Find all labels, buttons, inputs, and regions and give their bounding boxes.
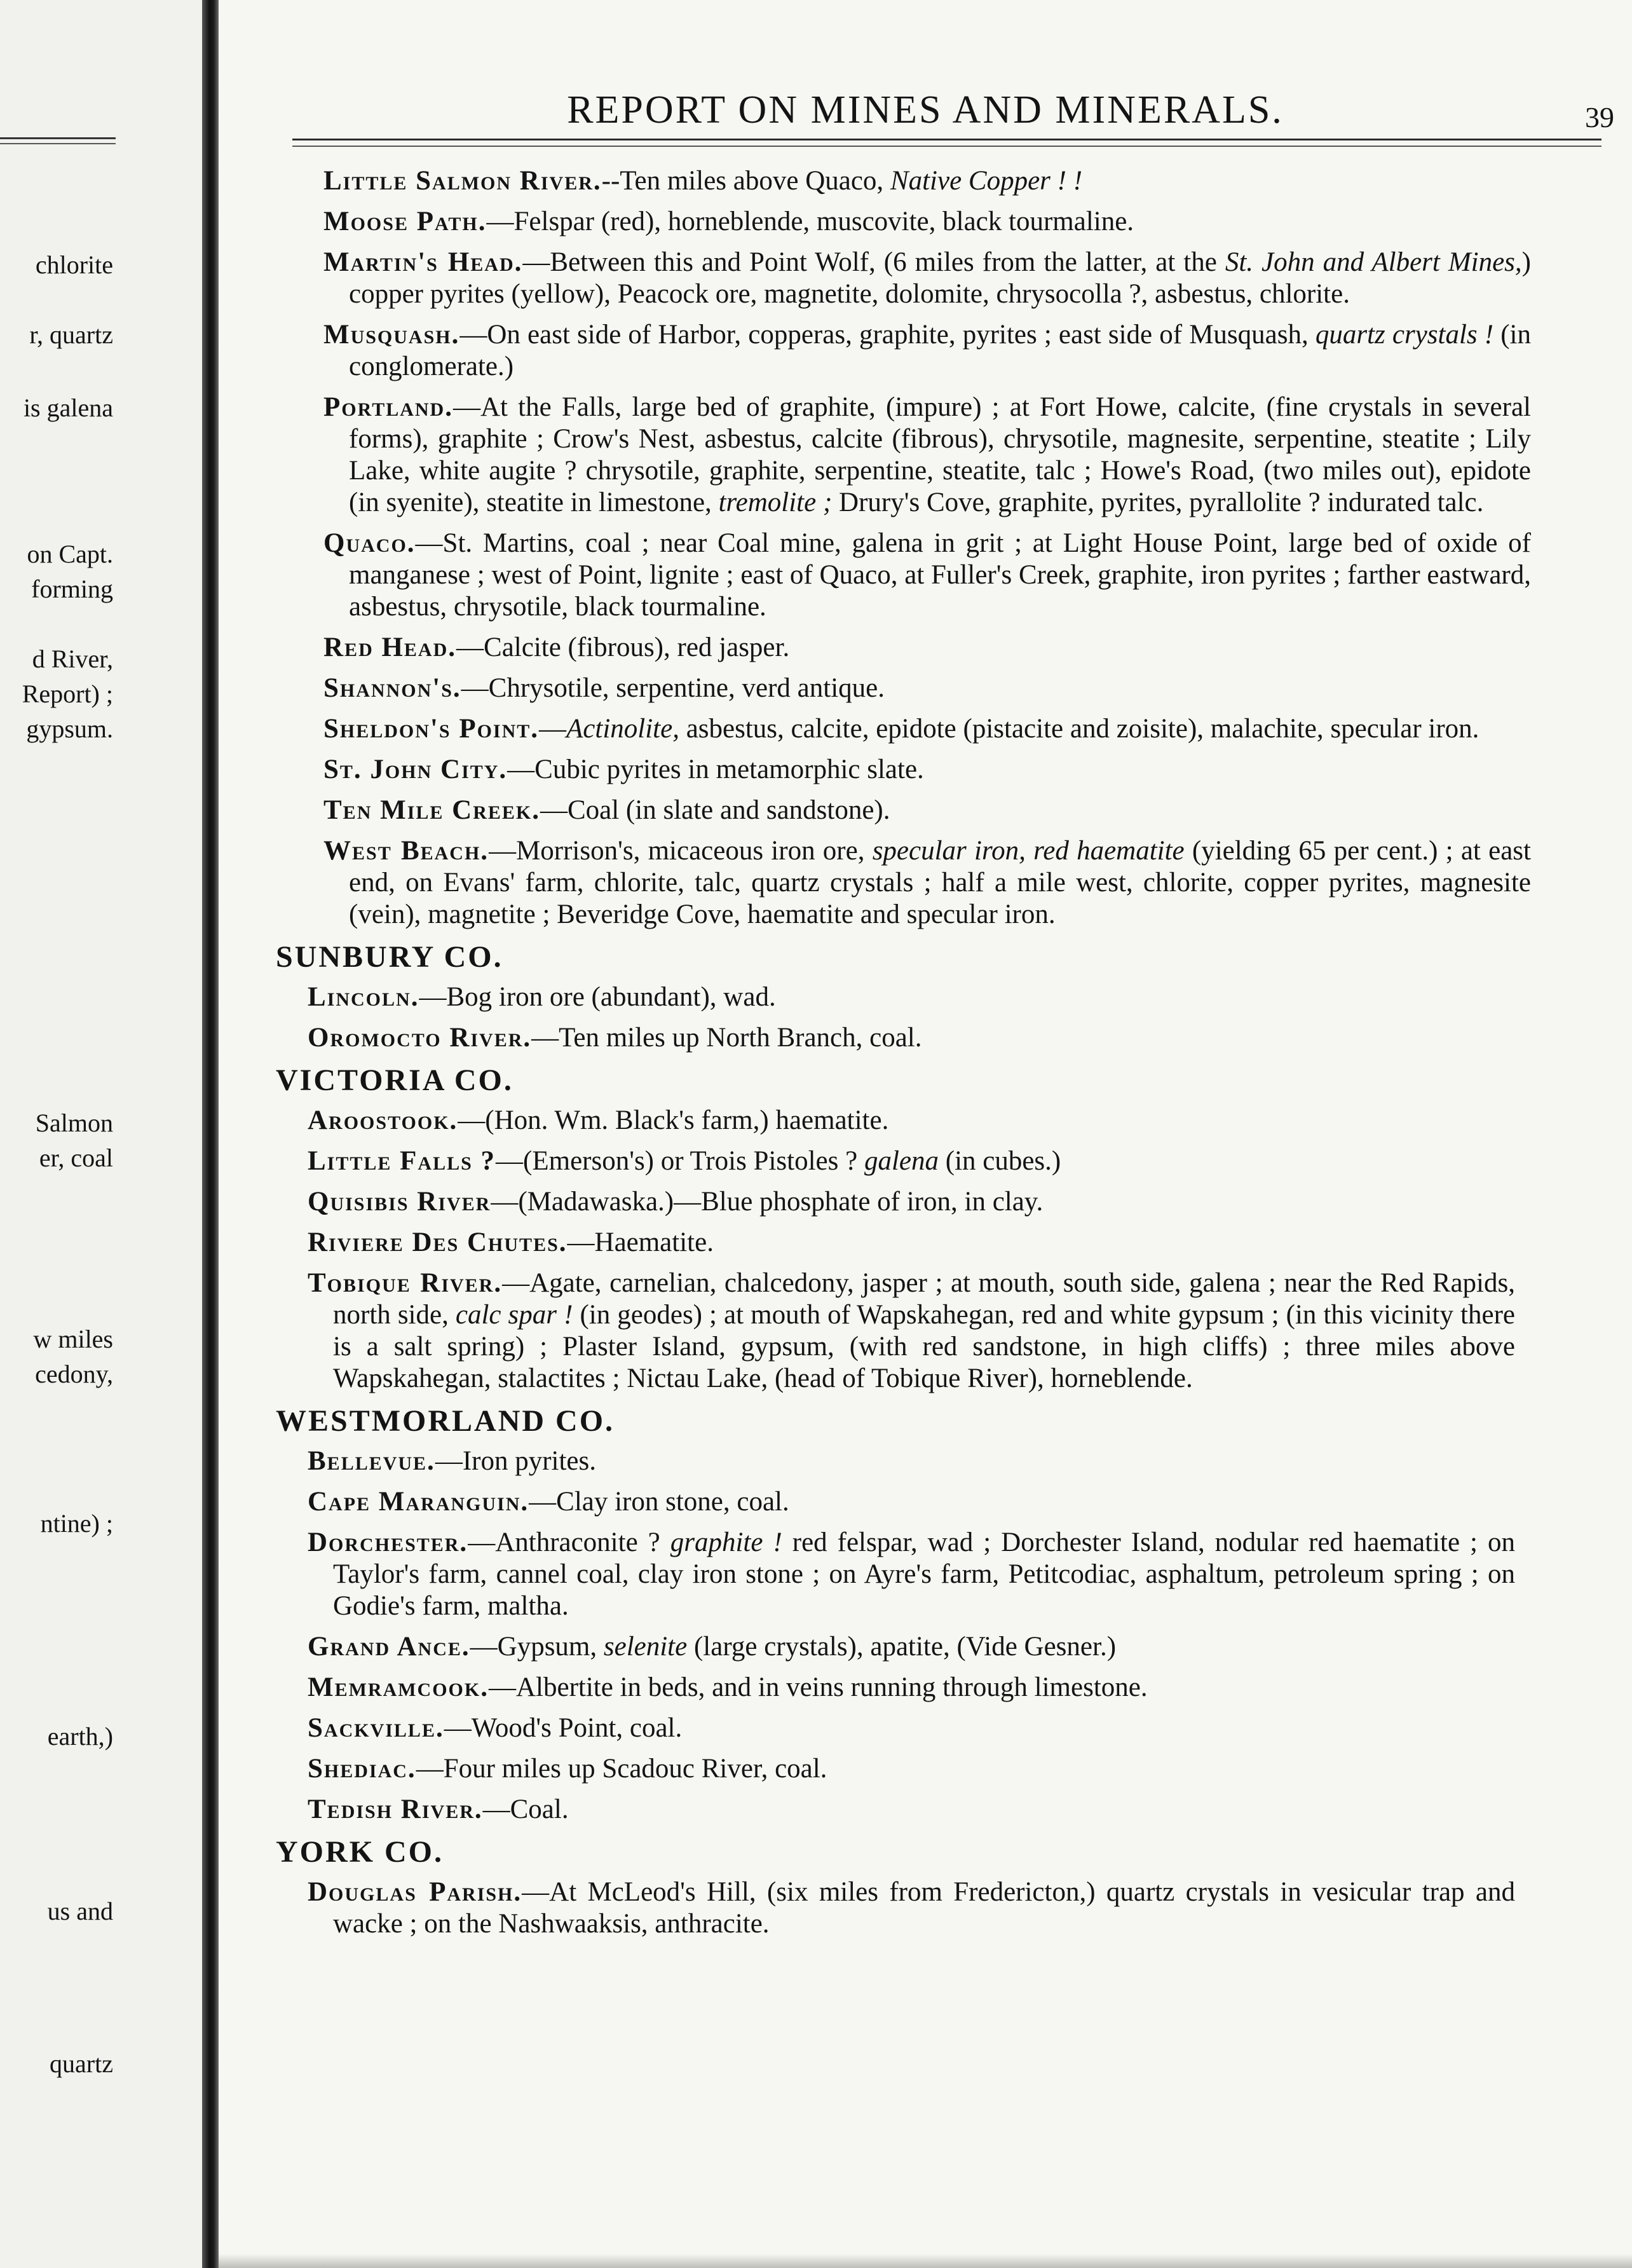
mineral-description-continued: (yielding 65 per cent.) ; at east end, on Evans' farm, chlorite, talc, quartz crystals ; half a mile west, chlorite, copper pyrites, magnesite (vein), magnetite ; Beveridge Cove, haematite and specular iron. xyxy=(349,836,1531,929)
mineral-entry xyxy=(308,1794,1515,1826)
italic-mineral: quartz crystals ! xyxy=(1315,320,1494,350)
mineral-description: —Agate, carnelian, chalcedony, jasper ; at mouth, south side, galena ; near the Red Rapids, north side, xyxy=(333,1268,1515,1330)
locality-name: Dorchester. xyxy=(308,1527,468,1557)
italic-mineral: tremolite ; xyxy=(718,488,833,517)
locality-name: Musquash. xyxy=(323,320,460,350)
county-heading: SUNBURY CO. xyxy=(276,940,503,974)
locality-name: Quaco. xyxy=(323,528,416,558)
left-page-line: Salmon xyxy=(35,1109,113,1137)
locality-name: Red Head. xyxy=(323,632,457,662)
mineral-entry xyxy=(308,1022,1515,1054)
mineral-entry xyxy=(323,673,1531,704)
county-heading: WESTMORLAND CO. xyxy=(276,1404,615,1438)
locality-name: Douglas Parish. xyxy=(308,1877,522,1907)
left-page-line: quartz xyxy=(50,2049,113,2078)
mineral-description: —Ten miles up North Branch, coal. xyxy=(531,1023,922,1053)
locality-name: Grand Ance. xyxy=(308,1632,470,1662)
left-page-rule xyxy=(0,137,116,144)
mineral-description: —Gypsum, xyxy=(470,1632,604,1662)
italic-mineral: St. John and Albert Mines, xyxy=(1225,247,1522,277)
mineral-description: —Calcite (fibrous), red jasper. xyxy=(456,632,790,662)
locality-name: Aroostook. xyxy=(308,1105,458,1135)
locality-name: Little Falls ? xyxy=(308,1146,496,1176)
mineral-entry xyxy=(308,1876,1515,1940)
left-page-line: r, quartz xyxy=(29,320,113,349)
locality-name: Lincoln. xyxy=(308,982,419,1012)
mineral-entry xyxy=(323,165,1531,197)
main-page xyxy=(219,0,1632,2268)
mineral-entry xyxy=(323,528,1531,623)
mineral-description-continued: (in geodes) ; at mouth of Wapskahegan, red and white gypsum ; (in this vicinity there is a salt spring) ; Plaster Island, gypsum, (with red sandstone, in high cliffs) ; three miles above Wapskahegan, stalactites ; Nictau Lake, (head of Tobique River), horneblende. xyxy=(333,1300,1515,1393)
locality-name: Sheldon's Point. xyxy=(323,714,540,744)
locality-name: Memramcook. xyxy=(308,1672,489,1702)
locality-name: Little Salmon River. xyxy=(323,166,602,196)
mineral-entry xyxy=(323,754,1531,786)
italic-mineral: Native Copper ! ! xyxy=(890,166,1083,196)
left-page-line: gypsum. xyxy=(26,714,113,743)
mineral-description: —(Hon. Wm. Black's farm,) haematite. xyxy=(458,1105,889,1135)
mineral-entry xyxy=(323,392,1531,519)
left-page-line: d River, xyxy=(32,645,113,673)
locality-name: Ten Mile Creek. xyxy=(323,795,540,825)
mineral-description: —Anthraconite ? xyxy=(468,1527,670,1557)
mineral-description: —On east side of Harbor, copperas, graphite, pyrites ; east side of Musquash, xyxy=(459,320,1316,350)
locality-name: Oromocto River. xyxy=(308,1023,532,1053)
mineral-description: —Clay iron stone, coal. xyxy=(529,1487,789,1517)
mineral-entry xyxy=(308,1267,1515,1395)
book-gutter xyxy=(202,0,219,2268)
mineral-entry xyxy=(323,795,1531,826)
locality-name: West Beach. xyxy=(323,836,489,866)
mineral-entry xyxy=(323,247,1531,310)
mineral-description: —Morrison's, micaceous iron ore, xyxy=(489,836,873,866)
locality-name: Tobique River. xyxy=(308,1268,503,1298)
mineral-description-continued: red felspar, wad ; Dorchester Island, nodular red haematite ; on Taylor's farm, cannel coal, clay iron stone ; on Ayre's farm, Petitcodiac, asphaltum, petroleum spring ; on Godie's farm, maltha. xyxy=(333,1527,1515,1621)
mineral-description: —Haematite. xyxy=(567,1227,714,1257)
mineral-description-continued: (large crystals), apatite, (Vide Gesner.) xyxy=(687,1632,1117,1662)
mineral-description: —Between this and Point Wolf, (6 miles from the latter, at the xyxy=(522,247,1225,277)
page-number: 39 xyxy=(1585,101,1614,133)
mineral-description: —Cubic pyrites in metamorphic slate. xyxy=(507,755,924,784)
mineral-entry xyxy=(308,1105,1515,1137)
locality-name: Martin's Head. xyxy=(323,247,523,277)
mineral-entry xyxy=(308,1631,1515,1663)
mineral-entry xyxy=(308,1486,1515,1518)
left-page-line: er, coal xyxy=(39,1144,113,1172)
mineral-description-continued: (in cubes.) xyxy=(939,1146,1061,1176)
mineral-description: —Coal (in slate and sandstone). xyxy=(540,795,890,825)
locality-name: Cape Maranguin. xyxy=(308,1487,529,1517)
left-page-line: is galena xyxy=(23,393,113,422)
mineral-description: —Coal. xyxy=(482,1794,569,1824)
mineral-description: —(Emerson's) or Trois Pistoles ? xyxy=(496,1146,864,1176)
mineral-description: —Wood's Point, coal. xyxy=(444,1713,683,1743)
mineral-entry xyxy=(323,319,1531,383)
left-page-line: ntine) ; xyxy=(40,1509,113,1538)
mineral-entry xyxy=(323,835,1531,931)
mineral-description: —Chrysotile, serpentine, verd antique. xyxy=(461,673,885,703)
county-heading: VICTORIA CO. xyxy=(276,1063,513,1097)
left-page-line: w miles xyxy=(33,1325,113,1353)
locality-name: Shannon's. xyxy=(323,673,461,703)
mineral-entry xyxy=(308,1753,1515,1785)
header-rule xyxy=(292,139,1601,147)
mineral-description: —Bog iron ore (abundant), wad. xyxy=(419,982,776,1012)
mineral-description: --Ten miles above Quaco, xyxy=(601,166,890,196)
mineral-description: —Iron pyrites. xyxy=(435,1446,596,1476)
locality-name: Moose Path. xyxy=(323,207,487,236)
mineral-description: —(Madawaska.)—Blue phosphate of iron, in clay. xyxy=(491,1187,1044,1217)
county-heading: YORK CO. xyxy=(276,1835,444,1869)
left-page-fragment xyxy=(0,0,202,2268)
left-page-line: forming xyxy=(31,575,113,603)
mineral-entry xyxy=(308,1227,1515,1259)
locality-name: Tedish River. xyxy=(308,1794,483,1824)
mineral-entry xyxy=(308,1712,1515,1744)
left-page-line: earth,) xyxy=(47,1722,113,1751)
mineral-entry xyxy=(323,206,1531,238)
locality-name: Sackville. xyxy=(308,1713,444,1743)
mineral-description-continued: asbestus, calcite, epidote (pistacite and zoisite), malachite, specular iron. xyxy=(679,714,1479,744)
page-title: REPORT ON MINES AND MINERALS. xyxy=(567,88,1284,132)
mineral-description: —St. Martins, coal ; near Coal mine, galena in grit ; at Light House Point, large bed of oxide of manganese ; west of Point, lignite ; east of Quaco, at Fuller's Creek, graphite, iron pyrites ; farther eastward, asbestus, chrysotile, black tourmaline. xyxy=(349,528,1531,622)
mineral-entry xyxy=(308,1186,1515,1218)
mineral-description-continued: (in conglomerate.) xyxy=(349,320,1531,381)
left-page-line: on Capt. xyxy=(27,540,113,568)
page-bottom-edge xyxy=(219,2254,1632,2268)
mineral-description: —At McLeod's Hill, (six miles from Fredericton,) quartz crystals in vesicular trap and wacke ; on the Nashwaaksis, anthracite. xyxy=(333,1877,1515,1939)
locality-name: Riviere Des Chutes. xyxy=(308,1227,568,1257)
mineral-entry xyxy=(308,1527,1515,1622)
mineral-entry xyxy=(308,1672,1515,1704)
mineral-description: —Albertite in beds, and in veins running through limestone. xyxy=(488,1672,1148,1702)
locality-name: Bellevue. xyxy=(308,1446,435,1476)
italic-mineral: calc spar ! xyxy=(455,1300,573,1330)
italic-mineral: selenite xyxy=(603,1632,688,1662)
mineral-description: —Four miles up Scadouc River, coal. xyxy=(416,1754,827,1784)
mineral-entry xyxy=(308,981,1515,1013)
mineral-listing xyxy=(219,165,1632,1949)
mineral-description-continued: ) copper pyrites (yellow), Peacock ore, magnetite, dolomite, chrysocolla ?, asbestus, chlorite. xyxy=(349,247,1531,309)
left-page-line: us and xyxy=(47,1897,113,1925)
mineral-entry xyxy=(323,632,1531,664)
italic-mineral: Actinolite, xyxy=(566,714,679,744)
mineral-description: —Felspar (red), horneblende, muscovite, black tourmaline. xyxy=(486,207,1134,236)
locality-name: Shediac. xyxy=(308,1754,416,1784)
locality-name: Quisibis River xyxy=(308,1187,491,1217)
mineral-entry xyxy=(308,1445,1515,1477)
left-page-line: cedony, xyxy=(35,1360,113,1388)
mineral-entry xyxy=(308,1145,1515,1177)
left-page-line: Report) ; xyxy=(22,680,113,708)
italic-mineral: galena xyxy=(864,1146,939,1176)
left-page-line: chlorite xyxy=(35,250,113,279)
locality-name: Portland. xyxy=(323,392,453,422)
italic-mineral: specular iron, red haematite xyxy=(872,836,1185,866)
mineral-description: —At the Falls, large bed of graphite, (impure) ; at Fort Howe, calcite, (fine crystals in several forms), graphite ; Crow's Nest, asbestus, calcite (fibrous), chrysotile, magnesite, serpentine, steatite ; Lily Lake, white augite ? chrysotile, graphite, serpentine, steatite, talc ; Howe's Road, (two miles out), epidote (in syenite), steatite in limestone, xyxy=(349,392,1531,517)
mineral-description: — xyxy=(539,714,567,744)
mineral-description-continued: Drury's Cove, graphite, pyrites, pyrallolite ? indurated talc. xyxy=(832,488,1484,517)
locality-name: St. John City. xyxy=(323,755,508,784)
mineral-entry xyxy=(323,713,1531,745)
italic-mineral: graphite ! xyxy=(670,1527,782,1557)
